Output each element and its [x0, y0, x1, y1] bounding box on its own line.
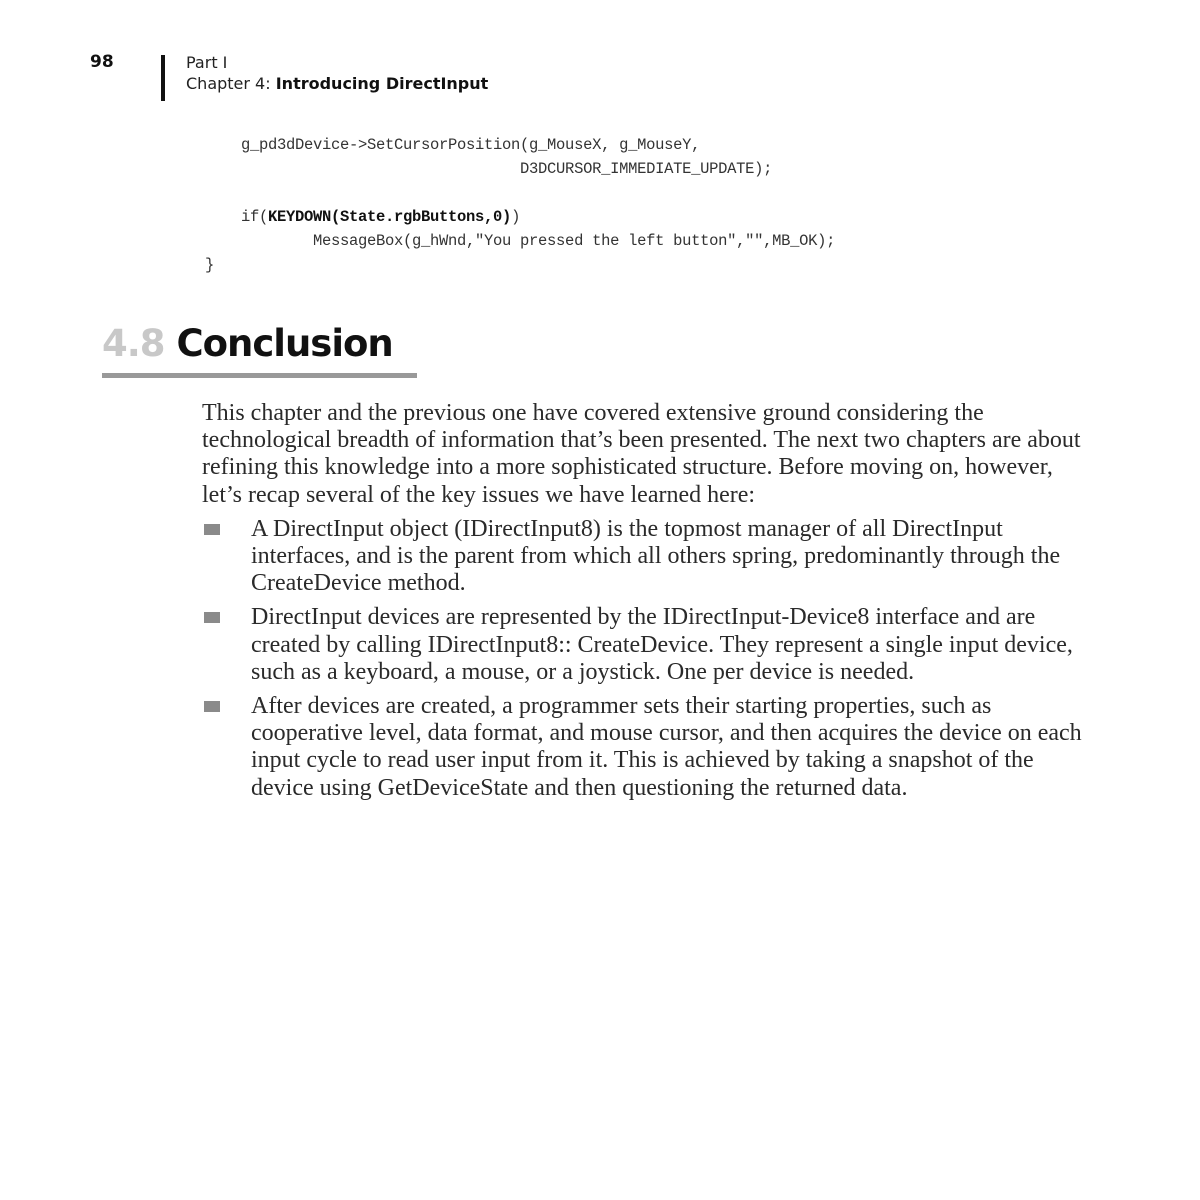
code-line: MessageBox(g_hWnd,"You pressed the left button","",MB_OK);	[205, 232, 836, 250]
code-text: )	[511, 208, 521, 226]
square-bullet-icon	[204, 612, 220, 623]
chapter-title: Introducing DirectInput	[275, 74, 489, 93]
body-text	[202, 400, 1082, 809]
code-bold-text: KEYDOWN(State.rgbButtons,0)	[268, 208, 512, 226]
code-line: }	[205, 256, 215, 274]
code-text: if(	[205, 208, 269, 226]
code-line: D3DCURSOR_IMMEDIATE_UPDATE);	[205, 160, 773, 178]
header-divider	[161, 55, 165, 101]
list-item	[202, 604, 1082, 686]
section-title: Conclusion	[176, 322, 393, 365]
page-number: 98	[90, 52, 114, 72]
list-item	[202, 693, 1082, 802]
section-number: 4.8	[102, 322, 165, 365]
list-item-text: After devices are created, a programmer sets their starting properties, such as cooperative level, data format, and mouse cursor, and then acquires the device on each input cycle to read user input from it. This is achieved by taking a snapshot of the device using GetDeviceState and then questioning the returned data.	[251, 693, 1082, 801]
chapter-prefix: Chapter 4:	[186, 74, 276, 93]
list-item	[202, 516, 1082, 598]
section-underline	[102, 373, 417, 378]
chapter-label	[186, 73, 488, 94]
running-header	[186, 52, 488, 94]
intro-paragraph: This chapter and the previous one have covered extensive ground considering the technological breadth of information that’s been presented. The next two chapters are about refining this knowledge into a more sophisticated structure. Before moving on, however, let’s recap several of the key issues we have learned here:	[202, 400, 1081, 508]
code-line	[205, 205, 835, 229]
bullet-list	[202, 516, 1082, 802]
list-item-text: DirectInput devices are represented by the IDirectInput-Device8 interface and are created by calling IDirectInput8:: CreateDevice. They represent a single input device, such as a keyboard, a mouse, or a joystick. One per device is needed.	[251, 604, 1073, 685]
section-heading	[102, 322, 393, 365]
square-bullet-icon	[204, 701, 220, 712]
part-label: Part I	[186, 53, 228, 72]
code-block	[205, 133, 835, 277]
list-item-text: A DirectInput object (IDirectInput8) is the topmost manager of all DirectInput interfaces, and is the parent from which all others spring, predominantly through the CreateDevice method.	[251, 515, 1061, 597]
square-bullet-icon	[204, 524, 220, 535]
code-line: g_pd3dDevice->SetCursorPosition(g_MouseX, g_MouseY,	[205, 136, 701, 154]
code-line	[205, 181, 835, 205]
